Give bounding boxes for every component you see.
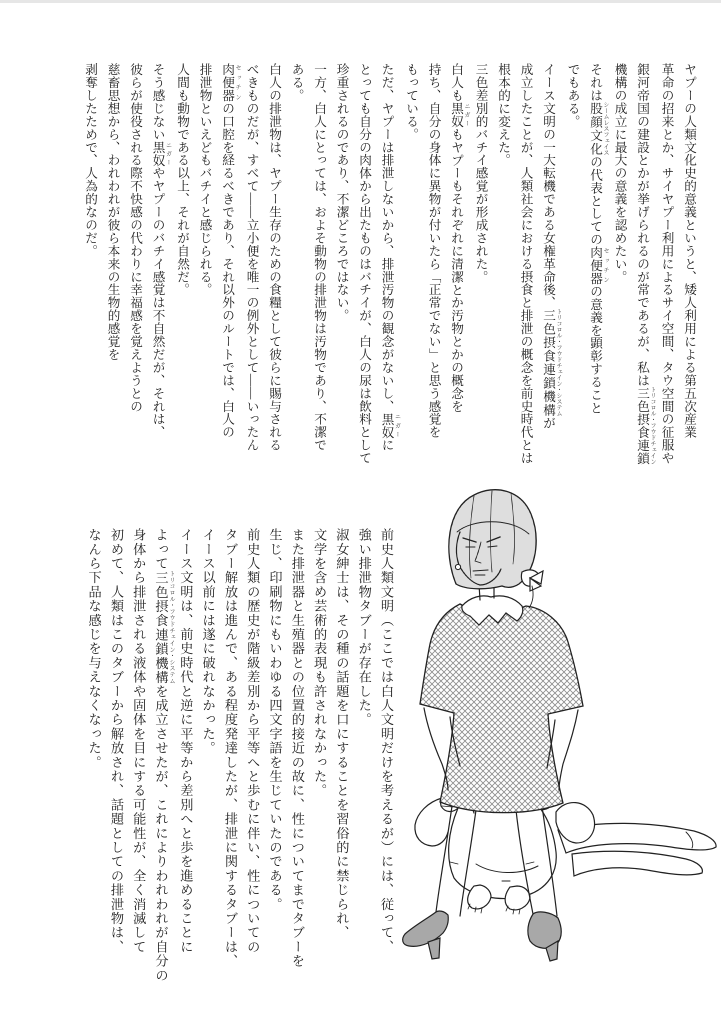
text-column: 生じ、印刷物にもいわゆる四文字語を生じていたのである。 xyxy=(267,528,283,912)
text-column: 剥奪したためで、人為的なのだ。 xyxy=(83,63,97,258)
text-column: そう感じない黒奴 ニガーやヤプーのバチイ感覚は不自然だが、それは、 xyxy=(150,63,171,439)
bottom-text-block xyxy=(84,528,397,994)
text-column: よって三色摂食連鎖機構 トリコロル・フウドチェイン・システムを成立させたが、これによりわれわれが自分の xyxy=(153,528,175,983)
text-column: 彼らが使役される際不快感の代わりに幸福感を覚えようとの xyxy=(128,63,142,413)
text-column: でもある。 xyxy=(565,63,580,128)
ruby-term: 三色摂食連鎖機構 トリコロル・フウドチェイン・システム xyxy=(541,308,561,417)
earring xyxy=(455,564,460,569)
text-column: 持ち、自分の身体に異物が付いたら「正常でない」と思う感覚を xyxy=(426,63,441,439)
text-column: 一方、白人にとっては、およそ動物の排泄物は汚物であり、不潔で xyxy=(312,63,326,452)
ruby-term: 黒奴 ニガー xyxy=(379,412,400,439)
text-column: 白人の排泄物は、ヤプー生存のための食糧として彼らに賜与される xyxy=(267,63,281,452)
ruby-term: 三色摂食連鎖 トリコロル・フウドチェイン xyxy=(635,386,655,465)
text-column: それは股顔文化 シームレスフェイスの代表としての肉便器 セッチンの意義を顕彰すること xyxy=(588,63,608,415)
ruby-term: 黒奴 ニガー xyxy=(150,140,171,167)
text-column: 身体から排泄される液体や固体を目にする可能性が、全く消滅して xyxy=(131,528,147,954)
text-column: イース文明は、前史時代と逆に平等から差別へと歩を進めることに xyxy=(178,528,194,954)
text-column: 人間も動物である以上、それが自然だ。 xyxy=(175,63,189,297)
text-column: 慈畜思想から、われわれが彼ら本来の生物的感覚を xyxy=(105,63,120,361)
text-column: タブー解放は進んで、ある程度発達したが、排泄に関するタブーは、 xyxy=(222,528,238,969)
text-column: とっても自分の肉体から出たものはバチイが、白人の尿は飲料として xyxy=(357,63,371,465)
ruby-term: 三色摂食連鎖機構 トリコロル・フウドチェイン・システム xyxy=(153,570,175,685)
text-column: 珍重されるのであり、不潔どころではない。 xyxy=(334,63,349,322)
illustration-woman-seated-on-yapoo xyxy=(390,480,721,1024)
text-column: 排泄物といえどもバチイと感じられる。 xyxy=(197,63,212,297)
text-column: 肉便器 セッチンの口腔を経るべきであり、それ以外のルートでは、白人の xyxy=(220,63,240,439)
page-top-scan-edge xyxy=(0,0,721,3)
text-column: 革命の招来とか、サイヤプー利用によるサイ空間、タウ空間の征服や xyxy=(659,63,674,465)
woman-high-heels xyxy=(403,911,562,961)
hair-ribbon-bow xyxy=(521,570,543,608)
text-column: 銀河帝国の建設とかが挙げられるのが常であるが、私は三色摂食連鎖 トリコロル・フウドチェイン xyxy=(635,63,655,465)
text-column: ある。 xyxy=(289,63,304,102)
text-column: 機構の成立に最大の意義を認めたい。 xyxy=(612,63,627,284)
top-text-block xyxy=(80,63,700,475)
text-column: ただ、ヤプーは排泄しないから、排泄汚物の観念がないし、黒奴 ニガーに xyxy=(379,63,400,452)
text-column: べきものだが、すべて――立小便を唯一の例外として――いったん xyxy=(244,63,259,452)
text-column: 三色差別的バチイ感覚が形成された。 xyxy=(473,63,488,284)
text-column: 根本的に変えた。 xyxy=(496,63,510,167)
text-column: 文学を含め芸術的表現も許されなかった。 xyxy=(312,528,328,798)
ruby-term: 黒奴 ニガー xyxy=(449,101,469,128)
ruby-term: 肉便器 セッチン xyxy=(220,63,240,102)
text-column: ヤプーの人類文化史的意義というと、矮人利用による第五次産業 xyxy=(682,63,696,439)
text-column: 成立したことが、人類社会における摂食と排泄の概念を前史時代とは xyxy=(518,63,533,465)
text-column: イース文明の一大転機である女権革命後、三色摂食連鎖機構 トリコロル・フウドチェイン・システムが xyxy=(541,63,561,430)
text-column: また排泄器と生殖器との位置的接近の故に、性についてまでタブーを xyxy=(289,528,305,969)
text-column: 初めて、人類はこのタブーから解放され、話題としての排泄物は、 xyxy=(108,528,124,954)
text-column: もっている。 xyxy=(404,63,418,141)
text-column: なんら下品な感じを与えなくなった。 xyxy=(86,528,102,770)
text-column: 強い排泄物タブーが存在した。 xyxy=(356,528,372,727)
text-column: 前史人類の歴史が階級差別から平等へと歩むに伴い、性についての xyxy=(245,528,261,954)
ruby-term: 肉便器 セッチン xyxy=(588,245,608,285)
text-column: 前史人類文明（ここでは白人文明だけを考えるが）には、従って、 xyxy=(379,528,394,954)
ruby-term: 股顔文化 シームレスフェイス xyxy=(588,101,608,156)
woman-dress xyxy=(420,604,583,813)
text-column: 白人も黒奴 ニガーもヤプーもそれぞれに清潔とか汚物とかの概念を xyxy=(449,63,469,413)
text-column: イース以前には遂に破れなかった。 xyxy=(200,528,216,756)
text-column: 淑女紳士は、その種の話題を口にすることを習俗的に禁じられ、 xyxy=(334,528,350,940)
